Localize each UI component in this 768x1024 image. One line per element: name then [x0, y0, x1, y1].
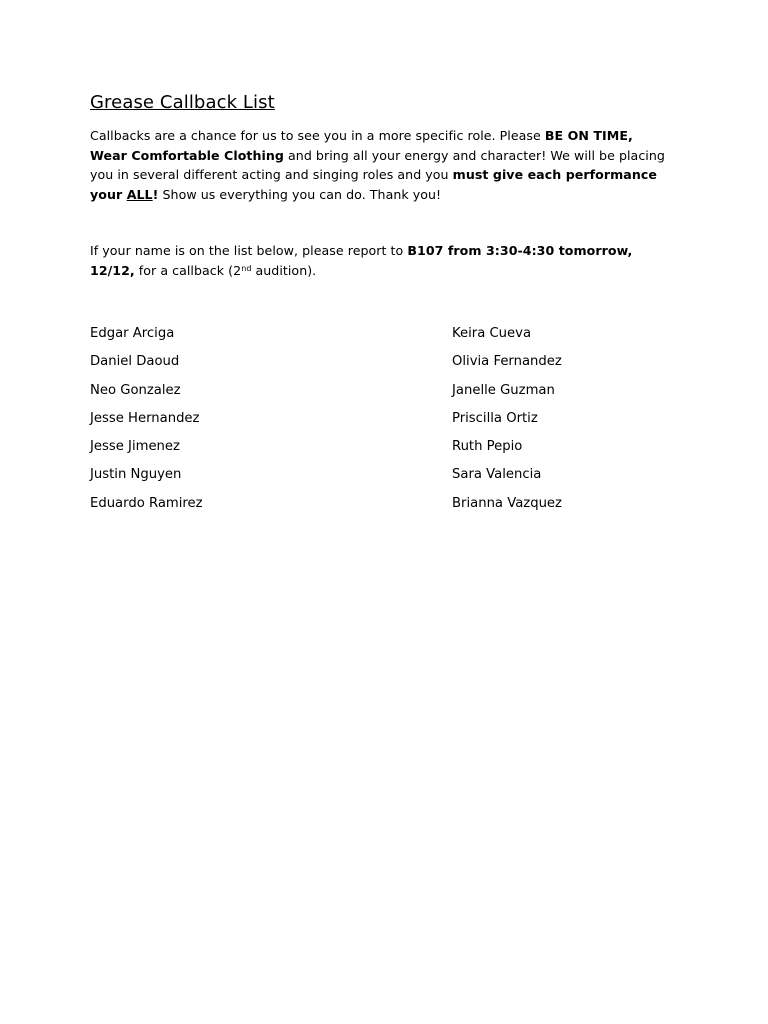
intro-paragraph [90, 126, 670, 204]
intro-text-3: Show us everything you can do. Thank you! [158, 186, 442, 202]
instruction-text-1: If your name is on the list below, please report to [90, 243, 408, 258]
intro-text-2: and bring all your energy and character! We will be placing you in several different acting and singing roles and you [90, 147, 665, 182]
instruction-text-2: for a callback (2 [134, 262, 242, 278]
intro-bold-exclaim: ! [152, 186, 159, 202]
list-item: Jesse Hernandez [90, 410, 200, 426]
list-item: Keira Cueva [452, 326, 532, 341]
list-item: Brianna Vazquez [452, 495, 562, 511]
instruction-bold-location: B107 from 3:30-4:30 tomorrow, 12/12, [90, 243, 633, 278]
list-item: Sara Valencia [452, 467, 542, 483]
list-item: Priscilla Ortiz [452, 410, 538, 426]
list-item: Janelle Guzman [452, 382, 555, 398]
list-item: Olivia Fernandez [452, 354, 562, 370]
intro-bold-1: BE ON TIME, Wear Comfortable Clothing [90, 128, 633, 163]
list-item: Jesse Jimenez [90, 439, 180, 455]
list-item: Eduardo Ramirez [90, 495, 203, 511]
list-item: Daniel Daoud [90, 354, 180, 370]
intro-bold-2: must give each performance your [90, 167, 657, 202]
names-column-left [90, 324, 203, 522]
page-title: Grease Callback List [90, 92, 275, 113]
list-item: Justin Nguyen [90, 467, 182, 483]
list-item: Neo Gonzalez [90, 382, 181, 398]
intro-text-1: Callbacks are a chance for us to see you in a more specific role. Please [90, 128, 545, 143]
instruction-paragraph [90, 241, 670, 280]
intro-bold-all: ALL [126, 186, 153, 202]
names-column-right [452, 324, 562, 522]
document-page [90, 92, 670, 511]
instruction-superscript: nd [241, 263, 252, 273]
list-item: Ruth Pepio [452, 439, 523, 455]
instruction-text-3: audition). [251, 262, 317, 278]
list-item: Edgar Arciga [90, 326, 175, 341]
